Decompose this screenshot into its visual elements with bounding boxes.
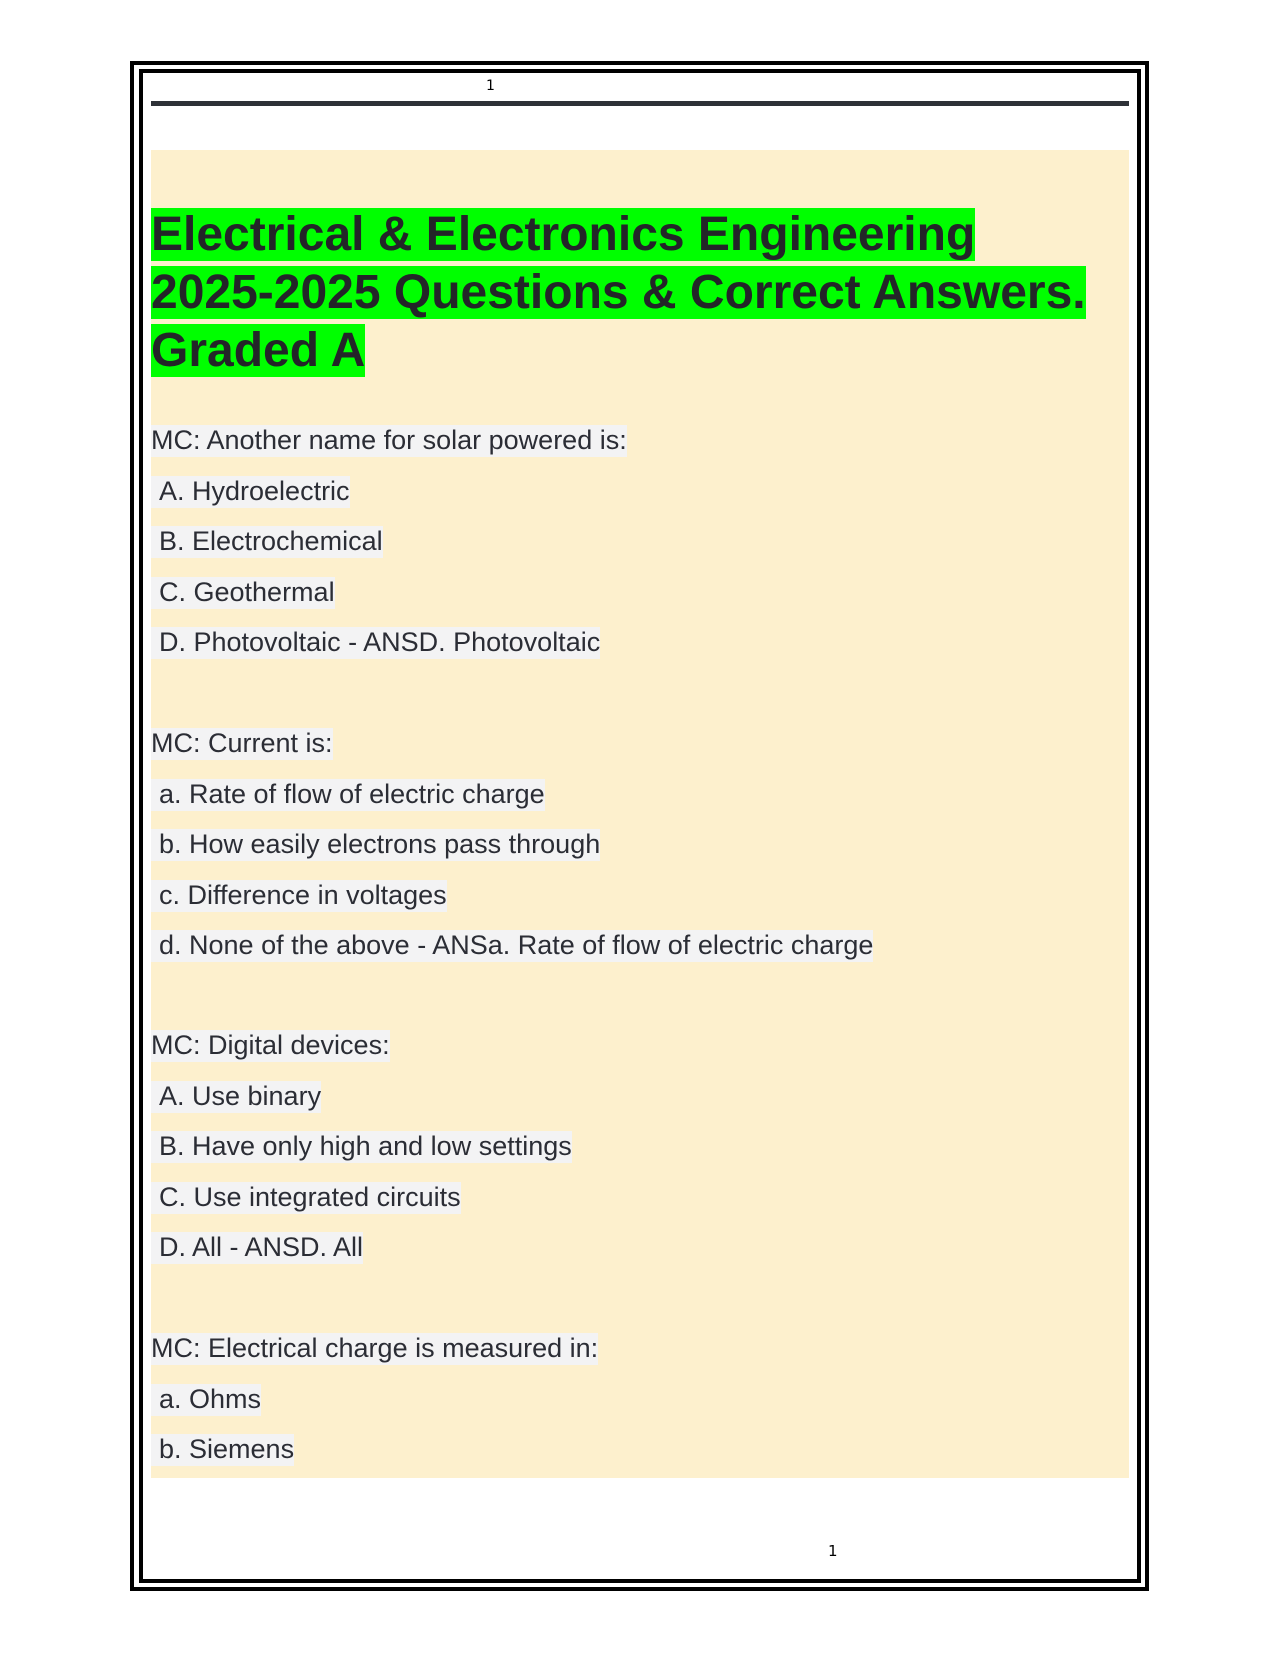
title-line-2: 2025-2025 Questions & Correct Answers. (151, 266, 1086, 319)
footer-page-number: 1 (828, 1542, 838, 1560)
answer-option: B. Have only high and low settings (151, 1128, 1129, 1179)
header-page-number: 1 (486, 78, 495, 94)
answer-option: D. Photovoltaic - ANSD. Photovoltaic (151, 624, 1129, 675)
answer-option: b. Siemens (151, 1431, 1129, 1482)
document-title (151, 206, 1129, 380)
answer-option: B. Electrochemical (151, 523, 1129, 574)
title-line-1: Electrical & Electronics Engineering (151, 208, 976, 261)
question-prompt: MC: Electrical charge is measured in: (151, 1333, 599, 1363)
answer-option: D. All - ANSD. All (151, 1229, 1129, 1280)
question-2 (151, 725, 1129, 978)
title-line-3: Graded A (151, 324, 366, 377)
answer-option: c. Difference in voltages (151, 877, 1129, 928)
answer-option: d. None of the above - ANSa. Rate of flow of electric charge (151, 927, 1129, 978)
question-3 (151, 1027, 1129, 1280)
question-prompt: MC: Another name for solar powered is: (151, 425, 627, 455)
header-rule (151, 101, 1129, 106)
answer-option: A. Use binary (151, 1078, 1129, 1129)
answer-option: a. Ohms (151, 1381, 1129, 1432)
answer-option: A. Hydroelectric (151, 473, 1129, 524)
answer-option: a. Rate of flow of electric charge (151, 776, 1129, 827)
question-prompt: MC: Current is: (151, 728, 333, 758)
question-1 (151, 422, 1129, 675)
answer-option: C. Geothermal (151, 574, 1129, 625)
document-content (151, 150, 1129, 1478)
question-4 (151, 1330, 1129, 1482)
question-prompt: MC: Digital devices: (151, 1030, 390, 1060)
answer-option: C. Use integrated circuits (151, 1179, 1129, 1230)
answer-option: b. How easily electrons pass through (151, 826, 1129, 877)
